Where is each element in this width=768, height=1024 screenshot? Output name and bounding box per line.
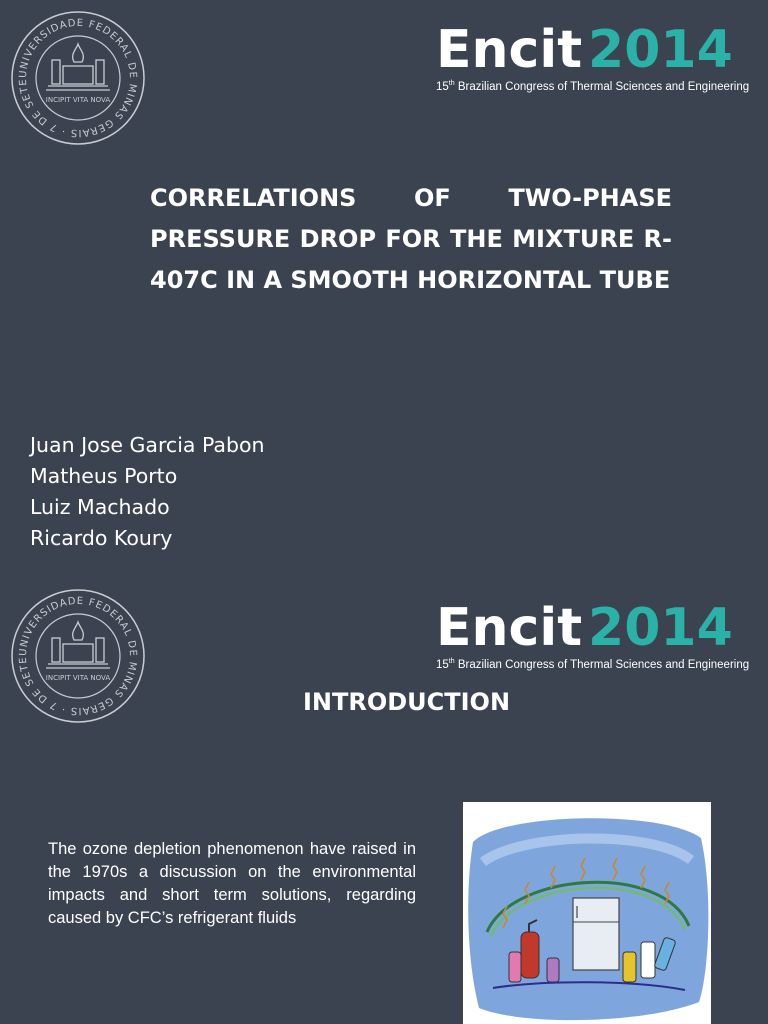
section-heading: INTRODUCTION [302, 688, 511, 716]
ozone-depletion-illustration [463, 802, 711, 1024]
author-list [30, 430, 265, 554]
brand-subtitle: 15th Brazilian Congress of Thermal Sciences and Engineering [436, 80, 750, 93]
encit-2014-logo [436, 18, 762, 93]
svg-text:UNIVERSIDADE FEDERAL DE MINAS: UNIVERSIDADE FEDERAL DE MINAS GERAIS · 7 DE SETE [17, 17, 139, 139]
brand-subtitle: 15th Brazilian Congress of Thermal Sciences and Engineering [436, 658, 750, 671]
paper-title: CORRELATIONS OF TWO-PHASE PRESSURE DROP FOR THE MIXTURE R-407C IN A SMOOTH HORIZONTAL TUBE [150, 184, 672, 294]
introduction-text: The ozone depletion phenomenon have raised in the 1970s a discussion on the environmental impacts and short term solutions, regarding caused by CFC’s refrigerant fluids [48, 840, 416, 927]
ufmg-seal-logo [10, 10, 146, 146]
brand-name: Encit [436, 598, 583, 658]
brand-year: 2014 [588, 598, 733, 658]
brand-name: Encit [436, 20, 583, 80]
author-name: Ricardo Koury [30, 526, 173, 550]
brand-year: 2014 [588, 20, 733, 80]
author-name: Matheus Porto [30, 464, 178, 488]
svg-text:INCIPIT VITA NOVA: INCIPIT VITA NOVA [45, 96, 111, 104]
author-name: Luiz Machado [30, 495, 170, 519]
svg-text:UNIVERSIDADE FEDERAL DE MINAS: UNIVERSIDADE FEDERAL DE MINAS GERAIS · 7 DE SETE [17, 595, 139, 717]
svg-text:INCIPIT VITA NOVA: INCIPIT VITA NOVA [45, 674, 111, 682]
introduction-slide [0, 578, 768, 1024]
author-name: Juan Jose Garcia Pabon [30, 433, 265, 457]
encit-2014-logo [436, 596, 762, 671]
